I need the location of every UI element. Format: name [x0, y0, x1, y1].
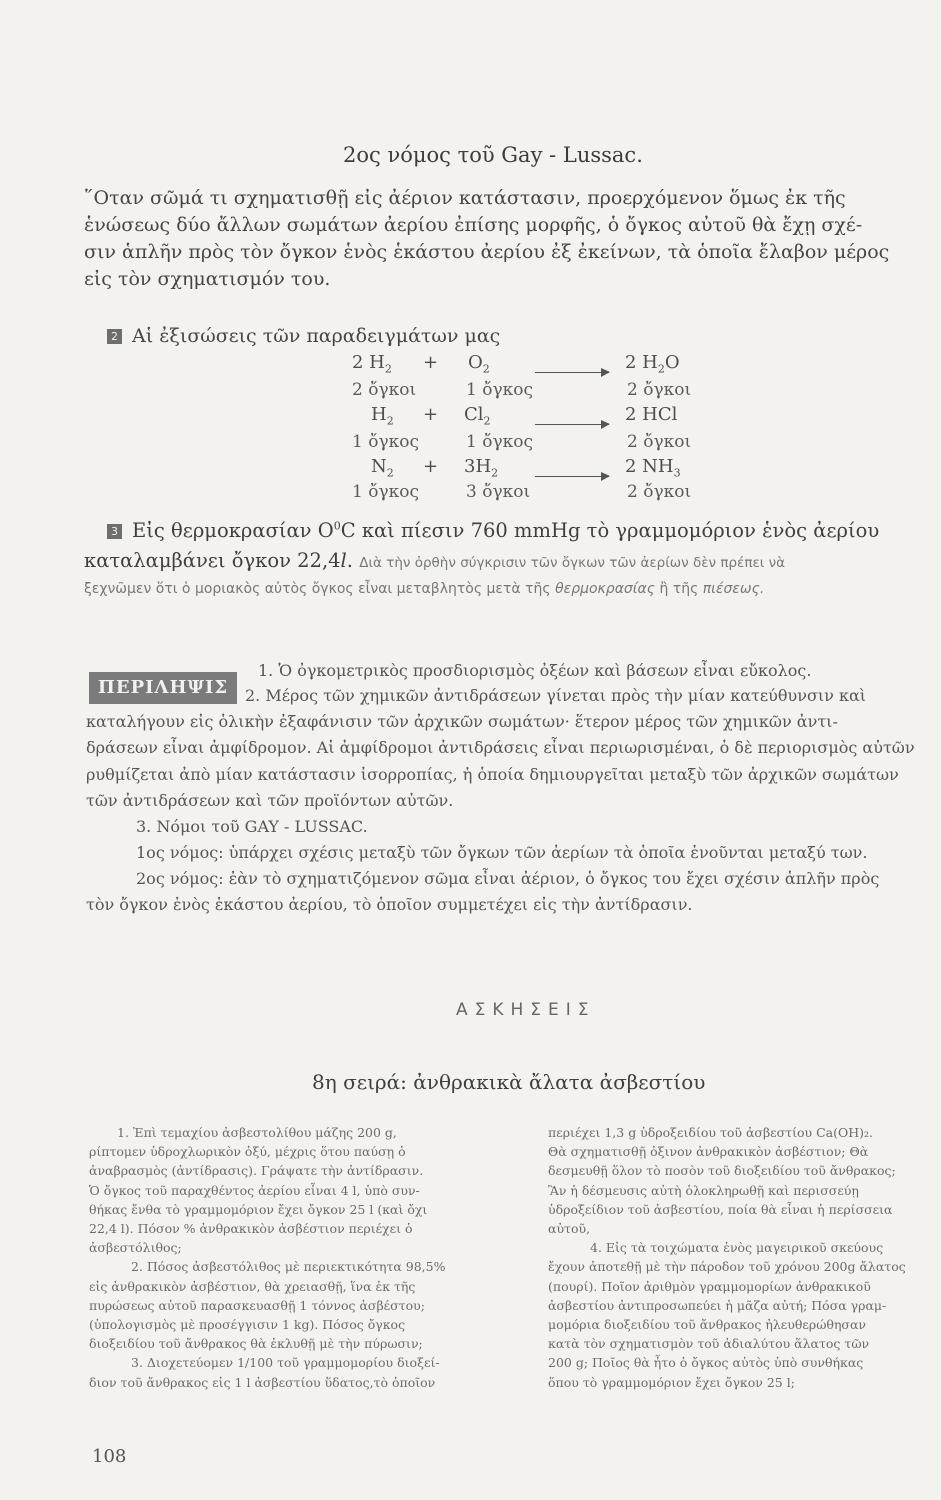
exercise-line: κατὰ τὸν σχηματισμὸν τοῦ ἀδιαλύτου ἅλατος τῶν	[548, 1336, 870, 1352]
volume-right: 2 ὄγκοι	[627, 380, 692, 400]
equation-right: 2 $H_2O$	[625, 352, 680, 376]
exercise-line: 2. Πόσος ἀσβεστόλιθος μὲ περιεκτικότητα 98,5%	[131, 1259, 446, 1275]
summary-line: 2. Μέρος τῶν χημικῶν ἀντιδράσεων γίνεται πρὸς τὴν μίαν κατεύθυνσιν καὶ	[245, 686, 867, 705]
exercise-line: 3. Διοχετεύομεν 1/100 τοῦ γραμμομορίου διοξεί-	[131, 1355, 440, 1371]
reaction-arrow	[535, 414, 609, 433]
exercise-line: (πουρί). Ποῖον ἀριθμὸν γραμμομορίων ἀνθρακικοῦ	[548, 1278, 871, 1294]
exercise-line: 22,4 l). Πόσον % ἀνθρακικὸν ἀσβέστιον περιέχει ὁ	[89, 1221, 413, 1237]
exercise-line: 1. Ἐπὶ τεμαχίου ἀσβεστολίθου μάζης 200 g,	[117, 1125, 397, 1140]
summary-line: τῶν ἀντιδράσεων καὶ τῶν προϊόντων αὐτῶν.	[86, 791, 454, 810]
equation-mid: $Cl_2$	[464, 404, 491, 428]
section-marker: 3	[107, 524, 122, 539]
page-number: 108	[92, 1446, 127, 1467]
summary-line: ρυθμίζεται ἀπὸ μίαν κατάστασιν ἰσορροπίας, ἡ ὁποία δημιουργεῖται μεταξὺ τῶν ἀρχικῶν σωμάτων	[86, 765, 899, 784]
equation-plus: +	[423, 352, 439, 373]
section-marker: 2	[107, 329, 122, 344]
exercise-column-right	[548, 1123, 933, 1392]
reaction-arrow	[535, 362, 609, 381]
law-paragraph	[84, 185, 934, 293]
exercise-line: εἰς ἀνθρακικὸν ἀσβέστιον, θὰ χρειασθῇ, ἵνα ἐκ τῆς	[89, 1278, 416, 1294]
equation-right: 2 $NH_3$	[625, 456, 681, 480]
series-title: 8η σειρά: ἀνθρακικὰ ἄλατα ἀσβεστίου	[312, 1070, 706, 1094]
volume-left: 1 ὄγκος	[352, 482, 419, 502]
examples-intro: Αἱ ἐξισώσεις τῶν παραδειγμάτων μας	[132, 325, 501, 347]
summary-line: καταλήγουν εἰς ὁλικὴν ἐξαφάνισιν τῶν ἀρχικῶν σωμάτων· ἕτερον μέρος τῶν χημικῶν ἀντι-	[86, 712, 838, 731]
exercise-line: 200 g; Ποῖος θὰ ἦτο ὁ ὄγκος αὐτὸς ὑπὸ συνθήκας	[548, 1355, 864, 1371]
text-line: σιν ἁπλῆν πρὸς τὸν ὄγκον ἑνὸς ἑκάστου ἀερίου ἐξ ἐκείνων, τὰ ὁποῖα ἔλαβον μέρος	[84, 241, 890, 263]
text-line: ἑνώσεως δύο ἄλλων σωμάτων ἀερίου ἐπίσης μορφῆς, ὁ ὄγκος αὐτοῦ θὰ ἔχῃ σχέ-	[84, 214, 863, 236]
volume-left: 1 ὄγκος	[352, 432, 419, 452]
equation-left: $N_2$	[371, 456, 394, 480]
exercise-line: πυρώσεως αὐτοῦ παρασκευασθῇ 1 τόννος ἀσβέστου;	[89, 1297, 425, 1313]
volume-mid: 1 ὄγκος	[466, 432, 533, 452]
equation-left: 2 $H_2$	[352, 352, 392, 376]
equation-plus: +	[423, 456, 439, 477]
summary-line: τὸν ὄγκον ἑνὸς ἑκάστου ἀερίου, τὸ ὁποῖον συμμετέχει εἰς τὴν ἀντίδρασιν.	[86, 895, 693, 914]
molar-volume-line3: ξεχνῶμεν ὅτι ὁ μοριακὸς αὐτὸς ὄγκος εἶναι μεταβλητὸς μετὰ τῆς θερμοκρασίας ἢ τῆς πιέσεως.	[84, 581, 765, 597]
exercise-line: αὐτοῦ,	[548, 1221, 591, 1237]
equation-right: 2 HCl	[625, 404, 678, 425]
exercise-line: ἀναβρασμὸς (ἀντίδρασις). Γράψατε τὴν ἀντίδρασιν.	[89, 1163, 424, 1179]
volume-mid: 1 ὄγκος	[466, 380, 533, 400]
exercises-heading: ΑΣΚΗΣΕΙΣ	[456, 1000, 596, 1020]
text-line: εἰς τὸν σχηματισμόν του.	[84, 268, 331, 290]
summary-line: 3. Νόμοι τοῦ GAY - LUSSAC.	[136, 817, 368, 836]
equation-left: $H_2$	[371, 404, 394, 428]
exercise-line: Ὁ ὄγκος τοῦ παραχθέντος ἀερίου εἶναι 4 l, ὑπὸ συν-	[89, 1182, 420, 1198]
law-title: 2ος νόμος τοῦ Gay - Lussac.	[343, 143, 643, 167]
summary-line: 2ος νόμος: ἐὰν τὸ σχηματιζόμενον σῶμα εἶναι ἀέριον, ὁ ὄγκος του ἔχει σχέσιν ἁπλῆν πρὸς	[136, 869, 880, 888]
examples-intro-line	[107, 325, 500, 347]
equation-mid: $O_2$	[468, 352, 490, 376]
exercise-line: ὑδροξείδιον τοῦ ἀσβεστίου, ποία θὰ εἶναι ἡ περίσσεια	[548, 1201, 893, 1217]
exercise-line: Θὰ σχηματισθῇ ὀξινον ἀνθρακικὸν ἀσβέστιον; Θὰ	[548, 1144, 869, 1160]
exercise-line: ρίπτομεν ὑδροχλωρικὸν ὀξύ, μέχρις ὅτου παύσῃ ὁ	[89, 1144, 406, 1160]
exercise-line: διον τοῦ ἄνθρακος εἰς 1 l ἀσβεστίου ὕδατος,τὸ ὁποῖον	[89, 1374, 436, 1390]
molar-note: Διὰ τὴν ὀρθὴν σύγκρισιν τῶν ὄγκων τῶν ἀερίων δὲν πρέπει νὰ	[359, 555, 786, 571]
exercise-line: ὅπου τὸ γραμμομόριον ἔχει ὄγκον 25 l;	[548, 1374, 795, 1390]
exercise-line: θήκας ἔνθα τὸ γραμμομόριον ἔχει ὄγκον 25 l (καὶ ὄχι	[89, 1201, 428, 1217]
exercise-line: 4. Εἰς τὰ τοιχώματα ἑνὸς μαγειρικοῦ σκεύους	[590, 1240, 884, 1256]
equation-mid: $3H_2$	[464, 456, 499, 480]
volume-left: 2 ὄγκοι	[352, 380, 417, 400]
summary-label: ΠΕΡΙΛΗΨΙΣ	[89, 672, 237, 704]
equation-plus: +	[423, 404, 439, 425]
exercise-line: ἔχουν ἀποτεθῇ μὲ τὴν πάροδον τοῦ χρόνου 200g ἄλατος	[548, 1259, 906, 1275]
exercise-line: Ἂν ἡ δέσμευσις αὐτὴ ὁλοκληρωθῇ καὶ περισσεύῃ	[548, 1182, 859, 1198]
volume-mid: 3 ὄγκοι	[466, 482, 531, 502]
exercise-line: δεσμευθῇ ὅλον τὸ ποσὸν τοῦ διοξειδίου τοῦ ἄνθρακος;	[548, 1163, 896, 1179]
molar-volume-line1: 3 Εἰς θερμοκρασίαν $O^0C$ καὶ πίεσιν 760 mmHg τὸ γραμμομόριον ἑνὸς ἀερίου	[107, 519, 879, 542]
text-line: ῞Οταν σῶμά τι σχηματισθῇ εἰς ἀέριον κατάστασιν, προερχόμενον ὅμως ἐκ τῆς	[84, 187, 846, 209]
exercise-line: διοξειδίου τοῦ ἄνθρακος θὰ ἐκλυθῇ μὲ τὴν πύρωσιν;	[89, 1336, 423, 1352]
summary-line: 1. Ὁ ὀγκομετρικὸς προσδιορισμὸς ὀξέων καὶ βάσεων εἶναι εὔκολος.	[258, 661, 812, 680]
summary-line: δράσεων εἶναι ἀμφίδρομον. Αἱ ἀμφίδρομοι ἀντιδράσεις εἶναι περιωρισμέναι, ὁ δὲ περιορισμὸς αὐτῶν	[86, 738, 915, 757]
exercise-line: περιέχει 1,3 g ὑδροξειδίου τοῦ ἀσβεστίου Ca(OH)₂.	[548, 1125, 873, 1140]
exercise-column-left	[89, 1123, 499, 1392]
volume-right: 2 ὄγκοι	[627, 432, 692, 452]
exercise-line: (ὑπολογισμὸς μὲ προσέγγισιν 1 kg). Πόσος ὄγκος	[89, 1317, 406, 1333]
summary-line: 1ος νόμος: ὑπάρχει σχέσις μεταξὺ τῶν ὄγκων τῶν ἀερίων τὰ ὁποῖα ἑνοῦνται μεταξύ των.	[136, 843, 868, 862]
exercise-line: μομόρια διοξειδίου τοῦ ἄνθρακος ἠλευθερώθησαν	[548, 1317, 866, 1333]
exercise-line: ἀσβεστίου ἀντιπροσωπεύει ἡ μᾶζα αὐτή; Πόσα γραμ-	[548, 1297, 887, 1313]
exercise-line: ἀσβεστόλιθος;	[89, 1240, 182, 1256]
molar-volume-line2: καταλαμβάνει ὄγκον 22,4l. Διὰ τὴν ὀρθὴν σύγκρισιν τῶν ὄγκων τῶν ἀερίων δὲν πρέπει νὰ	[84, 549, 786, 572]
volume-right: 2 ὄγκοι	[627, 482, 692, 502]
reaction-arrow	[535, 466, 609, 485]
